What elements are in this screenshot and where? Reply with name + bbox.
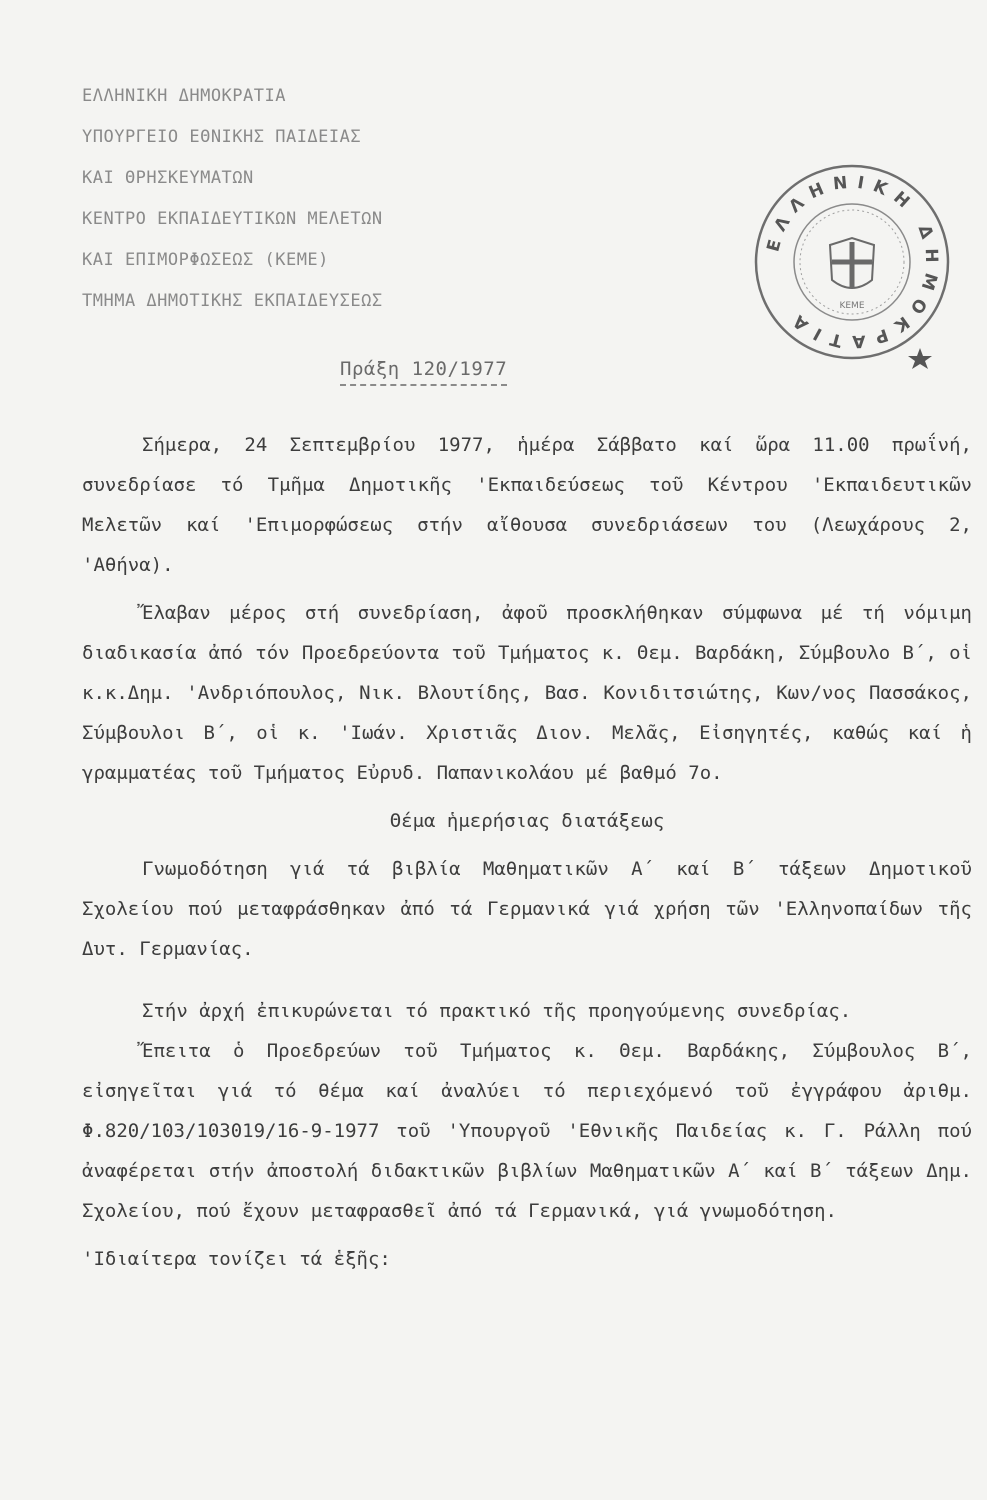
letterhead-line-6: ΤΜΗΜΑ ΔΗΜΟΤΙΚΗΣ ΕΚΠΑΙΔΕΥΣΕΩΣ [82,291,383,311]
letterhead-line-3: ΚΑΙ ΘΡΗΣΚΕΥΜΑΤΩΝ [82,168,254,188]
letterhead-line-4: ΚΕΝΤΡΟ ΕΚΠΑΙΔΕΥΤΙΚΩΝ ΜΕΛΕΤΩΝ [82,209,383,229]
seal-ring-text: ΕΛΛΗΝΙΚΗ ΔΗΜΟΚΡΑΤΙΑ [763,172,942,352]
official-seal-stamp [752,150,952,370]
letterhead-line-1: ΕΛΛΗΝΙΚΗ ΔΗΜΟΚΡΑΤΙΑ [82,86,286,106]
star-icon [908,348,932,369]
letterhead [82,86,383,332]
minutes-body [82,425,972,1279]
agenda-subject-paragraph: Γνωμοδότηση γιά τά βιβλία Μαθηματικῶν Α΄ καί Β΄ τάξεων Δημοτικοῦ Σχολείου πού μεταφράσθηκαν ἀπό τά Γερμανικά γιά χρήση τῶν 'Ελληνοπαίδων τῆς Δυτ. Γερμανίας. [82,858,972,960]
ratification-paragraph: Στήν ἀρχή ἐπικυρώνεται τό πρακτικό τῆς προηγούμενης συνεδρίας. [142,1000,852,1022]
opening-paragraph: Σήμερα, 24 Σεπτεμβρίου 1977, ἡμέρα Σάββατο καί ὥρα 11.00 πρωΐνή, συνεδρίασε τό Τμῆμα Δημοτικῆς 'Εκπαιδεύσεως τοῦ Κέντρου 'Εκπαιδευτικῶν Μελετῶν καί 'Επιμορφώσεως στήν αἴθουσα συνεδριάσεων του (Λεωχάρους 2, 'Αθήνα). [82,434,972,576]
attendees-paragraph: Ἔλαβαν μέρος στή συνεδρίαση, ἀφοῦ προσκλήθηκαν σύμφωνα μέ τή νόμιμη διαδικασία ἀπό τόν Προεδρεύοντα τοῦ Τμήματος κ. Θεμ. Βαρδάκη, Σύμβουλο Β΄, οἱ κ.κ.Δημ. 'Ανδριόπουλος, Νικ. Βλουτίδης, Βασ. Κονιδιτσιώτης, Κων/νος Πασσάκος, Σύμβουλοι Β΄, οἱ κ. 'Ιωάν. Χριστιᾶς Διον. Μελᾶς, Εἰσηγητές, καθώς καί ἡ γραμματέας τοῦ Τμήματος Εὐρυδ. Παπανικολάου μέ βαθμό 7ο. [82,602,972,784]
emphasis-paragraph: 'Ιδιαίτερα τονίζει τά ἑξῆς: [82,1248,391,1270]
letterhead-line-5: ΚΑΙ ΕΠΙΜΟΡΦΩΣΕΩΣ (ΚΕΜΕ) [82,250,329,270]
act-number-title: Πράξη 120/1977 [340,358,507,386]
rapporteur-paragraph: Ἔπειτα ὁ Προεδρεύων τοῦ Τμήματος κ. Θεμ. Βαρδάκης, Σύμβουλος Β΄, εἰσηγεῖται γιά τό θέμα καί ἀναλύει τό περιεχόμενό τοῦ ἐγγράφου ἀριθμ. Φ.820/103/103019/16-9-1977 τοῦ 'Υπουργοῦ 'Εθνικῆς Παιδείας κ. Γ. Ράλλη πού ἀναφέρεται στήν ἀποστολή διδακτικῶν βιβλίων Μαθηματικῶν Α΄ καί Β΄ τάξεων Δημ. Σχολείου, πού ἔχουν μεταφρασθεῖ ἀπό τά Γερμανικά, γιά γνωμοδότηση. [82,1040,972,1222]
letterhead-line-2: ΥΠΟΥΡΓΕΙΟ ΕΘΝΙΚΗΣ ΠΑΙΔΕΙΑΣ [82,127,362,147]
seal-inner-text: ΚΕΜΕ [839,301,865,311]
agenda-heading: Θέμα ἡμερήσιας διατάξεως [389,810,665,832]
